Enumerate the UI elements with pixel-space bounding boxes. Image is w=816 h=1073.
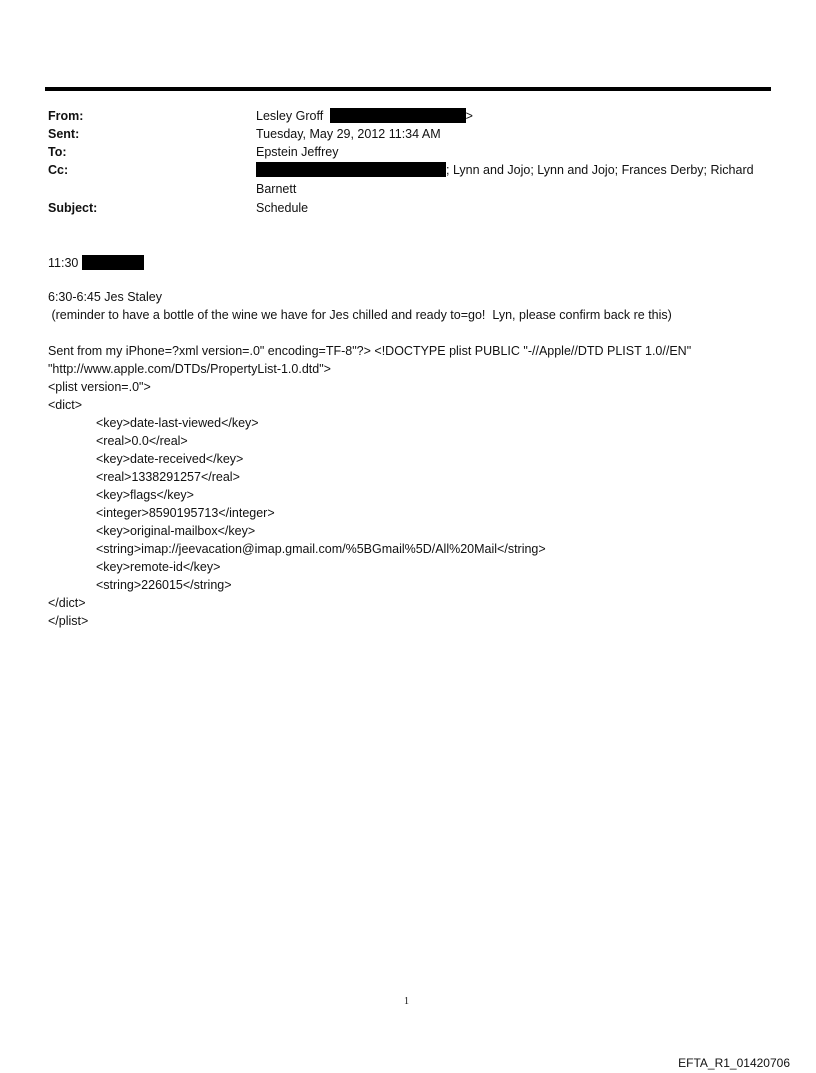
plist-line: <real>0.0</real>: [96, 434, 188, 448]
body-line-dict-open: <dict>: [48, 398, 83, 412]
from-value: [256, 107, 776, 125]
body-line-dtd: "http://www.apple.com/DTDs/PropertyList-1.0.dtd">: [48, 362, 331, 376]
redaction-block: [330, 108, 466, 123]
header-rule: [45, 87, 771, 91]
document-id: EFTA_R1_01420706: [678, 1056, 790, 1070]
body-line-staley: 6:30-6:45 Jes Staley: [48, 290, 162, 304]
redaction-block: [256, 162, 446, 177]
from-name: Lesley Groff: [256, 109, 324, 123]
body-line-plist-close: </plist>: [48, 614, 89, 628]
body-line-dict-close: </dict>: [48, 596, 86, 610]
subject-value: Schedule: [256, 201, 309, 215]
plist-line: <string>226015</string>: [96, 578, 232, 592]
plist-line: <real>1338291257</real>: [96, 470, 240, 484]
body-line-reminder: (reminder to have a bottle of the wine we have for Jes chilled and ready to=go! Lyn, please confirm back re this): [48, 308, 672, 322]
sent-value: Tuesday, May 29, 2012 11:34 AM: [256, 127, 441, 141]
to-value: Epstein Jeffrey: [256, 145, 339, 159]
cc-value: [256, 161, 776, 179]
page-number: 1: [404, 996, 409, 1007]
cc-value-cont: Barnett: [256, 182, 297, 196]
body-line-sent-from: Sent from my iPhone=?xml version=.0" encoding=TF-8"?> <!DOCTYPE plist PUBLIC "-//Apple//DTD PLIST 1.0//EN": [48, 344, 692, 358]
cc-label: Cc:: [48, 163, 69, 177]
body-line-plist-open: <plist version=.0">: [48, 380, 151, 394]
body-line-1130: 11:30: [48, 254, 144, 272]
plist-line: <key>date-received</key>: [96, 452, 244, 466]
plist-line: <string>imap://jeevacation@imap.gmail.com/%5BGmail%5D/All%20Mail</string>: [96, 542, 546, 556]
sent-label: Sent:: [48, 127, 80, 141]
plist-line: <key>remote-id</key>: [96, 560, 221, 574]
redaction-block: [82, 255, 144, 270]
plist-line: <integer>8590195713</integer>: [96, 506, 275, 520]
cc-recipients: ; Lynn and Jojo; Lynn and Jojo; Frances Derby; Richard: [446, 163, 754, 177]
from-suffix: >: [465, 109, 473, 123]
subject-label: Subject:: [48, 201, 98, 215]
plist-line: <key>original-mailbox</key>: [96, 524, 256, 538]
to-label: To:: [48, 145, 67, 159]
plist-line: <key>date-last-viewed</key>: [96, 416, 259, 430]
from-label: From:: [48, 109, 84, 123]
plist-line: <key>flags</key>: [96, 488, 194, 502]
